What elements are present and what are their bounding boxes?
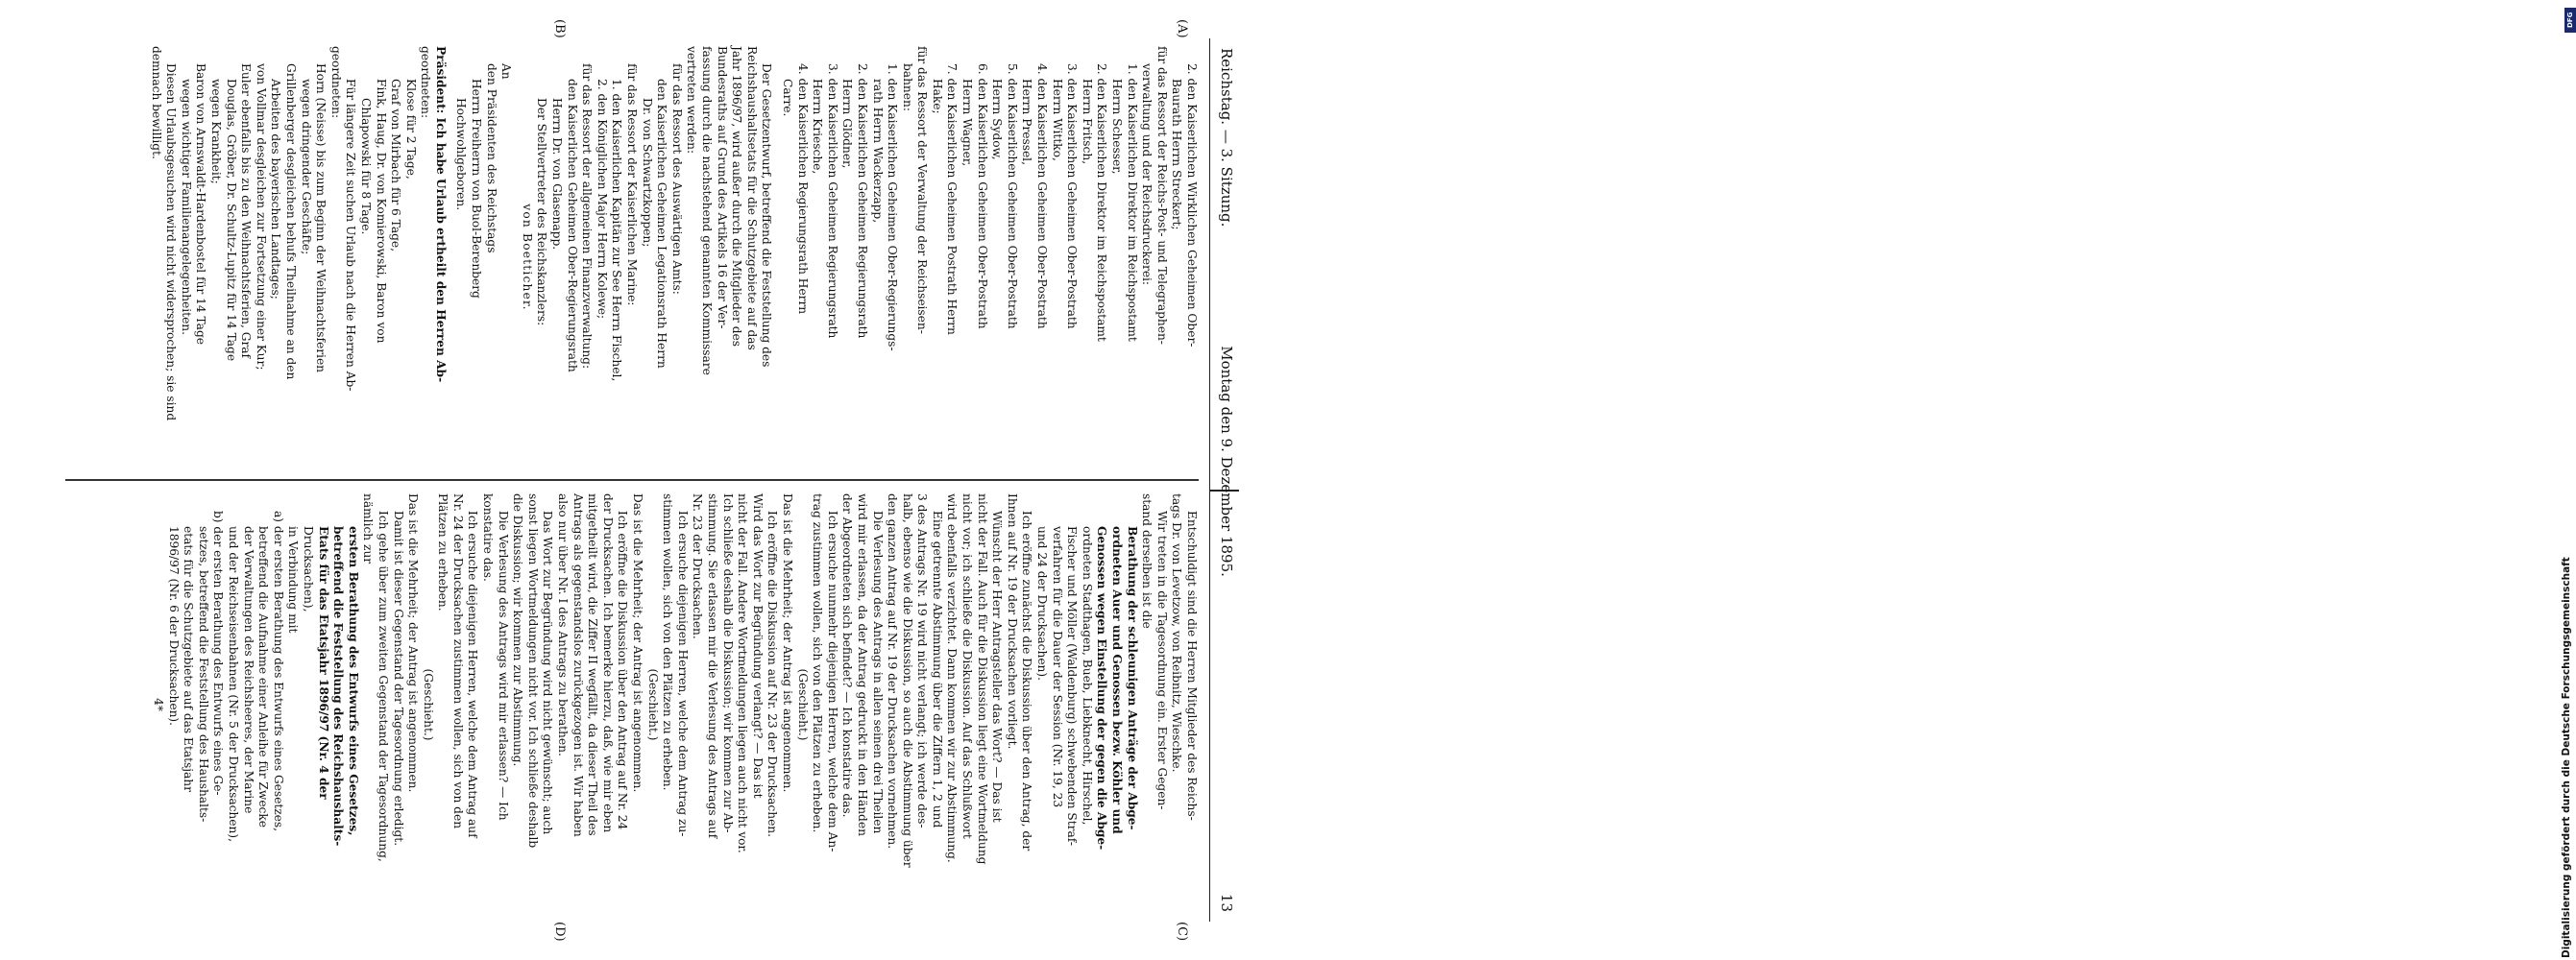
text-line: (Geschieht.)	[421, 668, 435, 741]
text-line: bahnen:	[900, 63, 914, 111]
text-line: Der Stellvertreter des Reichskanzlers:	[535, 98, 549, 326]
text-line: Herrn Pressel,	[1020, 79, 1034, 165]
text-line: der Abgeordneten sich befindet? — Ich konstatire das.	[840, 493, 855, 818]
text-line: Baron von Arnswaldt-Hardenbostel für 14 Tage	[194, 63, 208, 345]
text-line: Damit ist dieser Gegenstand der Tagesordnung erledigt.	[391, 511, 405, 847]
column-divider	[65, 479, 1199, 481]
text-line: trag zustimmen wollen, sich von den Plätzen zu erheben.	[811, 493, 825, 833]
text-line: für das Ressort der Verwaltung der Reichseisen-	[915, 46, 930, 334]
text-line: 2. den Kaiserlichen Geheimen Regierungsrath	[855, 63, 869, 339]
text-line: Antrags als gegenstandslos zurückgezogen ist. Wir haben	[571, 493, 585, 837]
text-line: Ich eröffne die Diskussion über den Antrag auf Nr. 24	[616, 511, 630, 830]
text-line: 4. den Kaiserlichen Geheimen Ober-Postrath	[1035, 63, 1050, 329]
text-line: 3. den Kaiserlichen Geheimen Ober-Postrath	[1065, 63, 1080, 329]
text-line: der Verwaltungen des Reichsheeres, der Marine	[241, 526, 255, 814]
text-line: wird ebenfalls verzichtet. Dann kommen wir zur Abstimmung.	[945, 493, 960, 863]
text-line: Ich ersuche nunmehr diejenigen Herren, welche dem An-	[825, 511, 839, 852]
text-line: stimmung. Sie erlassen mir die Verlesung des Antrags auf	[706, 493, 719, 839]
text-line: Douglas, Gröber, Dr. Schultz-Lupitz für 14 Tage	[224, 79, 238, 362]
dfg-logo: DFG	[2564, 8, 2576, 33]
text-line: verfahren für die Dauer der Session (Nr. 19, 23	[1050, 526, 1064, 808]
text-line: wegen wichtiger Familienangelegenheiten.	[179, 79, 193, 335]
text-line: sonst liegen Wortmeldungen nicht vor. Ich schließe deshalb	[525, 493, 540, 849]
text-line: den ganzen Antrag auf Nr. 19 der Drucksachen vornehmen.	[886, 493, 900, 850]
text-line: 2. den Kaiserlichen Direktor im Reichspostamt	[1095, 63, 1109, 342]
text-line: 3. den Kaiserlichen Geheimen Regierungsrath	[825, 63, 839, 339]
text-line: Ich eröffne die Diskussion auf Nr. 23 der Drucksachen.	[766, 511, 780, 838]
newspaper-page	[48, 19, 1258, 941]
text-line: Herrn Schesser,	[1110, 79, 1125, 175]
text-line: Carre.	[780, 79, 794, 117]
dfg-notice-strip	[1279, 0, 2574, 960]
text-line: 2. den Königlichen Major Herrn Kolewe;	[595, 79, 609, 320]
text-line: Herrn Kriesche,	[811, 79, 825, 175]
text-line: Das ist die Mehrheit; der Antrag ist angenommen.	[406, 493, 421, 793]
text-line: 1896/97 (Nr. 6 der Drucksachen).	[166, 526, 181, 727]
text-line: Wir treten in die Tagesordnung ein. Erster Gegen-	[1154, 511, 1169, 810]
text-line: Diesen Urlaubsgesuchen wird nicht widersprochen; sie sind	[164, 63, 179, 421]
text-line: Wird das Wort zur Begründung verlangt? — Das ist	[750, 493, 765, 799]
text-line: 3 des Antrags Nr. 19 wird nicht verlangt; ich werde des-	[915, 493, 930, 828]
text-line: Ihnen auf Nr. 19 der Drucksachen vorliegt.	[1005, 493, 1019, 750]
text-line: Reichshaushaltsetats für die Schutzgebiete auf das	[744, 46, 759, 350]
text-line: Herrn Wagner,	[960, 79, 975, 167]
text-line: Herrn Freiherrn von Buol-Berenberg	[470, 79, 484, 299]
text-line: ersten Berathung des Entwurfs eines Gesetzes,	[346, 526, 360, 836]
text-line: Grillenberger desgleichen behufs Theilnahme an den	[283, 63, 298, 380]
text-line: Hochwohlgeboren.	[454, 98, 469, 211]
text-line: für das Ressort der Kaiserlichen Marine:	[625, 63, 640, 306]
text-line: also nur über Nr. I des Antrags zu berathen.	[556, 493, 571, 756]
text-line: nämlich zur	[361, 493, 376, 564]
text-line: An	[499, 63, 514, 80]
text-line: Herrn Glödner,	[840, 79, 855, 169]
text-line: Berathung der schleunigen Anträge der Abge-	[1125, 526, 1139, 830]
text-line: Fink, Haug, Dr. von Komierowski, Baron von	[374, 79, 388, 344]
text-line: Herrn Wittko,	[1050, 79, 1064, 161]
dfg-funding-notice: Digitalisierung gefördert durch die Deutsche Forschungsgemeinschaft	[2561, 557, 2572, 958]
text-line: wird mir erlassen, da der Antrag gedruckt in den Händen	[855, 493, 869, 836]
text-line: die Diskussion; wir kommen zur Abstimmung.	[511, 493, 525, 767]
text-line: und der Reichseisenbahnen (Nr. 5 der Drucksachen),	[227, 526, 240, 842]
header-session: Reichstag. — 3. Sitzung.	[1218, 48, 1235, 228]
text-line: Baurath Herrn Streckert;	[1170, 79, 1184, 230]
text-line: 2. den Kaiserlichen Wirklichen Geheimen Ober-	[1185, 63, 1199, 348]
margin-marker-d: (D)	[552, 922, 567, 942]
text-line: Das ist die Mehrheit; der Antrag ist angenommen.	[631, 493, 645, 793]
text-line: Ich eröffne zunächst die Diskussion über den Antrag, der	[1020, 511, 1034, 852]
text-line: (Geschieht.)	[795, 668, 810, 741]
text-line: Bundesraths auf Grund des Artikels 16 der Ver-	[715, 46, 729, 329]
text-line: Etats für das Etatsjahr 1896/97 (Nr. 4 der	[316, 526, 330, 800]
text-line: Ich ersuche diejenigen Herren, welche dem Antrag zu-	[675, 511, 690, 837]
header-date: Montag den 9. Dezember 1895.13	[1218, 346, 1235, 912]
text-line: Ich gehe über zum zweiten Gegenstand der Tagesordnung,	[376, 511, 390, 862]
text-line: Entschuldigt sind die Herren Mitglieder des Reichs-	[1185, 511, 1199, 821]
right-column	[65, 493, 1199, 916]
text-line: Das ist die Mehrheit; der Antrag ist angenommen.	[780, 493, 794, 793]
text-line: von Boetticher.	[520, 204, 534, 311]
text-line: ordneten Stadthagen, Bueb, Liebknecht, Hirschel,	[1080, 526, 1094, 826]
text-line: für das Ressort der allgemeinen Finanzverwaltung:	[580, 63, 595, 370]
page-number: 13	[1218, 893, 1235, 912]
text-line: Der Gesetzentwurf, betreffend die Feststellung des	[760, 63, 774, 368]
text-line: nicht der Fall. Andere Wortmeldungen liegen auch nicht vor.	[736, 493, 750, 853]
text-line: halb, ebenso wie die Diskussion, so auch die Abstimmung über	[900, 493, 914, 868]
text-line: Eine getrennte Abstimmung über die Ziffern 1, 2 und	[930, 511, 944, 828]
text-line: Für längere Zeit suchen Urlaub nach die Herren Ab-	[344, 79, 358, 392]
text-line: nicht der Fall. Auch für die Diskussion liegt eine Wortmeldung	[975, 493, 989, 865]
text-line: Wünscht der Herr Antragsteller das Wort? — Das ist	[990, 511, 1005, 823]
text-line: ordneten Auer und Genossen bezw. Köhler und	[1110, 526, 1125, 834]
text-line: konstatire das.	[481, 493, 496, 582]
text-line: verwaltung und der Reichsdruckerei:	[1140, 63, 1154, 286]
text-line: Nr. 23 der Drucksachen.	[691, 493, 705, 639]
text-line: Dr. von Schwartzkoppen;	[640, 98, 654, 248]
text-line: Graf von Mirbach für 6 Tage,	[389, 79, 403, 252]
text-line: tags Dr. von Levetzow, von Reibnitz, Wieschke.	[1170, 493, 1184, 773]
text-line: wegen dringender Geschäfte;	[299, 79, 313, 255]
text-line: Drucksachen),	[301, 526, 315, 612]
text-line: und 24 der Drucksachen).	[1035, 526, 1050, 682]
text-line: Ich ersuche diejenigen Herren, welche dem Antrag auf	[466, 511, 480, 838]
text-line: 4. den Kaiserlichen Regierungsrath Herrn	[795, 63, 810, 315]
text-line: Nr. 24 der Drucksachen zustimmen wollen, sich von den	[450, 493, 465, 829]
text-line: vertreten werden:	[685, 46, 699, 155]
text-line: nicht vor; ich schließe die Diskussion. Auf das Schlußwort	[960, 493, 975, 839]
text-line: Die Verlesung des Antrags wird mir erlassen? — Ich	[496, 511, 510, 821]
text-line: für das Ressort der Reichs-Post- und Telegraphen-	[1154, 46, 1169, 345]
margin-marker-a: (A)	[1175, 19, 1189, 38]
text-line: betreffend die Aufnahme einer Anleihe für Zwecke	[256, 526, 271, 828]
text-line: Jahr 1896/97, wird außer durch die Mitglieder des	[730, 46, 744, 347]
text-line: betreffend die Feststellung des Reichshaushalts-	[331, 526, 346, 847]
text-line: Die Verlesung des Antrags in allen seinen drei Theilen	[870, 511, 885, 834]
text-line: geordneten:	[328, 46, 343, 119]
page-header	[1209, 38, 1239, 922]
text-line: 7. den Kaiserlichen Geheimen Postrath Herrn	[945, 63, 960, 335]
text-line: Klose für 2 Tage,	[403, 79, 418, 180]
text-line: Euler ebenfalls bis zu den Weihnachtsferien, Graf	[239, 63, 254, 359]
text-line: Das Wort zur Begründung wird nicht gewünscht; auch	[541, 511, 555, 835]
text-line: (Geschieht.)	[645, 668, 660, 741]
text-line: Genossen wegen Einstellung der gegen die Abge-	[1095, 526, 1109, 851]
text-line: Herrn Sydow,	[990, 79, 1005, 160]
text-line: fassung durch die nachstehend genannten Kommissare	[700, 46, 714, 375]
text-line: Herrn Fritsch,	[1080, 79, 1094, 165]
text-line: für das Ressort des Auswärtigen Amts:	[669, 63, 684, 295]
text-line: 1. den Kaiserlichen Kapitän zur See Herrn Fischel,	[610, 79, 624, 382]
text-line: geordneten:	[419, 46, 433, 119]
left-column	[65, 46, 1199, 468]
text-line: Chlapowski für 8 Tage.	[358, 98, 373, 235]
text-line: Arbeiten des bayerischen Landtages;	[269, 79, 283, 300]
text-line: stand derselben ist die	[1140, 493, 1154, 629]
text-line: 1. den Kaiserlichen Geheimen Ober-Regierungs-	[886, 63, 900, 351]
text-line: demnach bewilligt.	[149, 46, 163, 159]
text-line: 4*	[152, 698, 166, 711]
text-line: Horn (Neisse) bis zum Beginn der Weihnachtsferien	[314, 63, 328, 373]
text-line: den Präsidenten des Reichstags	[484, 63, 498, 253]
text-line: b) der ersten Berathung des Entwurfs eines Ge-	[211, 511, 226, 796]
text-line: der Drucksachen. Ich bemerke hierzu, daß, wie mir eben	[600, 493, 615, 833]
text-line: rath Herrn Wackerzapp,	[870, 79, 885, 224]
text-line: setzes, betreffend die Feststellung des Haushalts-	[196, 526, 210, 823]
text-line: Plätzen zu erheben.	[436, 493, 450, 612]
text-line: von Vollmar desgleichen zur Fortsetzung einer Kur;	[254, 63, 268, 371]
text-line: 5. den Kaiserlichen Geheimen Ober-Postrath	[1005, 63, 1019, 329]
margin-marker-c: (C)	[1175, 922, 1189, 942]
margin-marker-b: (B)	[552, 19, 567, 38]
text-line: Präsident: Ich habe Urlaub ertheilt den Herren Ab-	[433, 46, 448, 383]
text-line: in Verbindung mit	[286, 526, 301, 634]
text-line: 1. den Kaiserlichen Direktor im Reichspostamt	[1125, 63, 1139, 342]
text-line: Fischer und Möller (Waldenburg) schwebenden Straf-	[1065, 526, 1080, 846]
text-line: Herrn Dr. von Glasenapp.	[550, 98, 565, 251]
text-line: den Kaiserlichen Geheimen Ober-Regierungsrath	[565, 79, 579, 372]
text-line: mitgetheilt wird, die Ziffer II wegfällt, da dieser Theil des	[586, 493, 600, 836]
text-line: 6. den Kaiserlichen Geheimen Ober-Postrath	[975, 63, 989, 329]
text-line: den Kaiserlichen Geheimen Legationsrath Herrn	[655, 79, 669, 369]
text-line: Ich schließe deshalb die Diskussion; wir kommen zur Ab-	[720, 493, 735, 833]
text-line: Hake;	[930, 79, 944, 114]
text-line: stimmen wollen, sich von den Plätzen zu erheben.	[661, 493, 675, 791]
text-line: a) der ersten Berathung des Entwurfs eines Gesetzes,	[271, 511, 285, 832]
text-line: etats für die Schutzgebiete auf das Etatsjahr	[182, 526, 196, 792]
text-line: wegen Krankheit;	[209, 79, 223, 184]
